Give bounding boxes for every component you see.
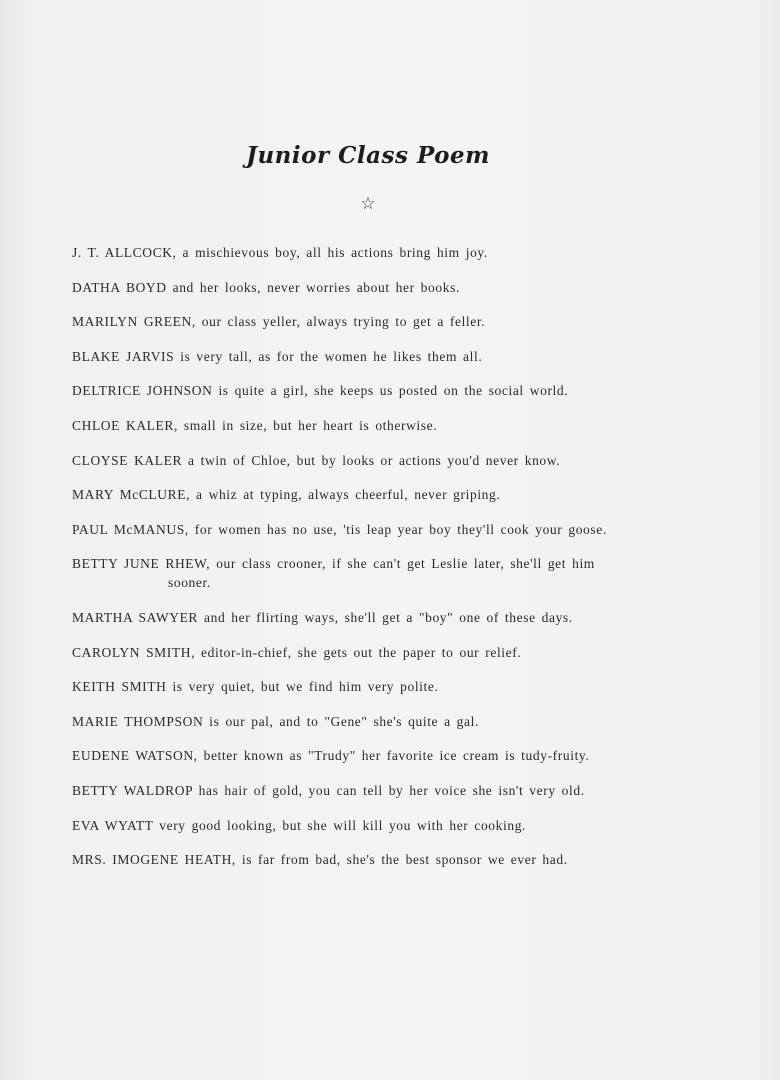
verse-line: MRS. IMOGENE HEATH, is far from bad, she's the best sponsor we ever had. bbox=[72, 852, 568, 868]
verse-line-wrapped bbox=[72, 554, 682, 592]
verse-line: CAROLYN SMITH, editor-in-chief, she gets out the paper to our relief. bbox=[72, 644, 522, 660]
verse-line: DELTRICE JOHNSON is quite a girl, she keeps us posted on the social world. bbox=[72, 383, 569, 399]
verse-line: MARILYN GREEN, our class yeller, always trying to get a feller. bbox=[72, 314, 486, 330]
verse-line: MARTHA SAWYER and her flirting ways, she'll get a "boy" one of these days. bbox=[72, 609, 573, 625]
verse-line: KEITH SMITH is very quiet, but we find him very polite. bbox=[72, 679, 439, 695]
verse-line: BLAKE JARVIS is very tall, as for the women he likes them all. bbox=[72, 348, 483, 364]
verse-line: EVA WYATT very good looking, but she will kill you with her cooking. bbox=[72, 817, 527, 833]
verse-line: MARY McCLURE, a whiz at typing, always cheerful, never griping. bbox=[72, 487, 501, 503]
verse-line: DATHA BOYD and her looks, never worries about her books. bbox=[72, 279, 460, 295]
verse-line: PAUL McMANUS, for women has no use, 'tis leap year boy they'll cook your goose. bbox=[72, 521, 607, 537]
poem-verses bbox=[72, 243, 682, 885]
star-icon: ☆ bbox=[360, 194, 376, 214]
verse-line: EUDENE WATSON, better known as "Trudy" her favorite ice cream is tudy-fruity. bbox=[72, 748, 590, 764]
verse-continuation: sooner. bbox=[168, 575, 211, 591]
verse-line: CLOYSE KALER a twin of Chloe, but by looks or actions you'd never know. bbox=[72, 452, 561, 468]
poem-title: Junior Class Poem bbox=[246, 142, 490, 169]
verse-line: MARIE THOMPSON is our pal, and to "Gene" she's quite a gal. bbox=[72, 713, 479, 729]
verse-line: CHLOE KALER, small in size, but her heart is otherwise. bbox=[72, 417, 438, 433]
verse-first-line: BETTY JUNE RHEW, our class crooner, if she can't get Leslie later, she'll get him bbox=[72, 556, 595, 572]
verse-line: BETTY WALDROP has hair of gold, you can tell by her voice she isn't very old. bbox=[72, 782, 585, 798]
verse-line: J. T. ALLCOCK, a mischievous boy, all his actions bring him joy. bbox=[72, 245, 488, 260]
